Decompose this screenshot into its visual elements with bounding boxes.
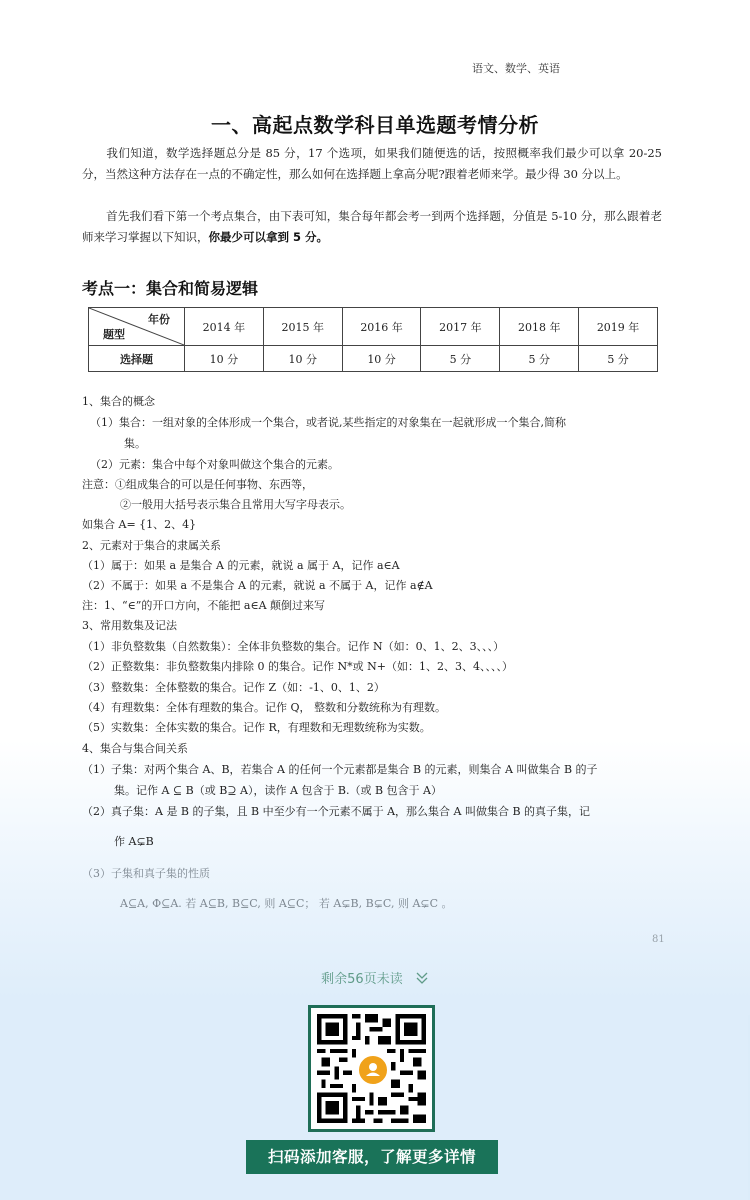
note-line: ②一般用大括号表示集合且常用大写字母表示。	[120, 498, 351, 511]
page-title: 一、高起点数学科目单选题考情分析	[211, 113, 539, 137]
table-corner-cell	[89, 308, 185, 346]
note-line: 注意：①组成集合的可以是任何事物、东西等，	[82, 478, 313, 491]
text-line: 集。	[124, 437, 146, 450]
intro-paragraph-2	[82, 206, 662, 248]
example-line: 如集合 A= {1、2、4}	[82, 518, 197, 531]
read-more-link[interactable]	[0, 968, 750, 989]
year-header: 2018 年	[500, 308, 579, 346]
heading-2: 2、元素对于集合的隶属关系	[82, 539, 221, 552]
score-cell: 5 分	[500, 346, 579, 372]
year-header: 2014 年	[185, 308, 264, 346]
year-header: 2015 年	[263, 308, 342, 346]
text-line: （1）集合：一组对象的全体形成一个集合，或者说,某些指定的对象集在一起就形成一个集合,简称	[90, 416, 566, 429]
text-line: （1）子集：对两个集合 A、B，若集合 A 的任何一个元素都是集合 B 的元素，则集合 A 叫做集合 B 的子	[82, 763, 598, 776]
qr-code	[308, 1005, 435, 1132]
corner-year-label: 年份	[148, 313, 170, 326]
intro-paragraph-1	[82, 143, 662, 185]
text-line: （2）正整数集：非负整数集内排除 0 的集合。记作 N*或 N+（如：1、2、3、4、、、、）	[82, 660, 513, 673]
heading-1: 1、集合的概念	[82, 395, 155, 408]
score-table	[88, 307, 658, 372]
intro-text-1: 我们知道，数学选择题总分是 85 分，17 个选项，如果我们随便选的话，按照概率我们最少可以拿 20-25 分，当然这种方法存在一点的不确定性，那么如何在选择题上拿高分呢?跟着老师来学。最少得 30 分以上。	[82, 146, 662, 181]
heading-3: 3、常用数集及记法	[82, 619, 177, 632]
text-line: （3）子集和真子集的性质	[82, 867, 210, 880]
text-line: （1）非负整数集（自然数集）：全体非负整数的集合。记作 N（如：0、1、2、3、、、）	[82, 640, 505, 653]
text-line: （2）不属于：如果 a 不是集合 A 的元素，就说 a 不属于 A，记作 a∉A	[82, 579, 433, 592]
text-line: 作 A⊊B	[114, 835, 154, 848]
text-line: （4）有理数集：全体有理数的集合。记作 Q， 整数和分数统称为有理数。	[82, 701, 447, 714]
double-chevron-down-icon	[415, 971, 429, 989]
score-cell: 5 分	[579, 346, 658, 372]
score-cell: 10 分	[263, 346, 342, 372]
section-title: 考点一：集合和简易逻辑	[82, 279, 259, 298]
year-header: 2017 年	[421, 308, 500, 346]
formula-line: A⊆A, Φ⊆A. 若 A⊆B, B⊆C, 则 A⊆C； 若 A⊊B, B⊊C, 则 A⊊C 。	[120, 897, 453, 910]
add-customer-service-button[interactable]: 扫码添加客服，了解更多详情	[246, 1140, 498, 1174]
corner-type-label: 题型	[103, 328, 125, 341]
customer-service-avatar-icon	[357, 1054, 389, 1086]
score-cell: 5 分	[421, 346, 500, 372]
row-label: 选择题	[89, 346, 185, 372]
year-header: 2019 年	[579, 308, 658, 346]
text-line: 集。记作 A ⊆ B（或 B⊇ A），读作 A 包含于 B.（或 B 包含于 A）	[114, 784, 443, 797]
table-row	[89, 346, 658, 372]
page-number: 81	[652, 934, 665, 945]
text-line: （2）元素：集合中每个对象叫做这个集合的元素。	[90, 458, 339, 471]
note-line: 注：1、“∈”的开口方向，不能把 a∈A 颠倒过来写	[82, 599, 326, 612]
intro-highlight: 你最少可以拿到 5 分。	[208, 230, 329, 244]
read-more-label: 剩余56页未读	[321, 972, 403, 987]
text-line: （1）属于：如果 a 是集合 A 的元素，就说 a 属于 A，记作 a∈A	[82, 559, 400, 572]
heading-4: 4、集合与集合间关系	[82, 742, 188, 755]
header-subjects: 语文、数学、英语	[472, 62, 560, 75]
text-line: （5）实数集：全体实数的集合。记作 R，有理数和无理数统称为实数。	[82, 721, 431, 734]
text-line: （3）整数集：全体整数的集合。记作 Z（如：-1、0、1、2）	[82, 681, 385, 694]
year-header: 2016 年	[342, 308, 421, 346]
score-cell: 10 分	[185, 346, 264, 372]
text-line: （2）真子集：A 是 B 的子集，且 B 中至少有一个元素不属于 A，那么集合 A 叫做集合 B 的真子集，记	[82, 805, 591, 818]
score-cell: 10 分	[342, 346, 421, 372]
table-header-row	[89, 308, 658, 346]
intro-text-2: 首先我们看下第一个考点集合，由下表可知，集合每年都会考一到两个选择题，分值是 5-10 分，那么跟着老师来学习掌握以下知识，	[82, 209, 662, 244]
